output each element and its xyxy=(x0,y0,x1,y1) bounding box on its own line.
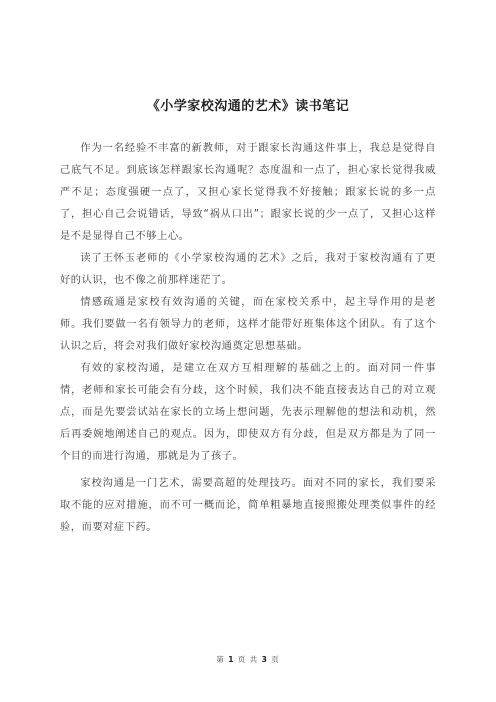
page-footer xyxy=(0,654,496,665)
document-title: 《小学家校沟通的艺术》读书笔记 xyxy=(146,99,350,114)
paragraph: 作为一名经验不丰富的新教师，对于跟家长沟通这件事上，我总是觉得自己底气不足。到底该怎样跟家长沟通呢？态度温和一点了，担心家长觉得我威严不足；态度强硬一点了，又担心家长觉得我不好接触；跟家长说的多一点了，担心自己会说错话，导致“祸从口出”；跟家长说的少一点了，又担心这样是不是显得自己不够上心。 xyxy=(60,143,436,242)
total-page-count: 3 xyxy=(261,655,268,664)
footer-prefix: 第 xyxy=(216,655,225,664)
footer-middle: 页 共 xyxy=(237,655,259,664)
paragraph: 情感疏通是家校有效沟通的关键，而在家校关系中，起主导作用的是老师。我们要做一名有领导力的老师，这样才能带好班集体这个团队。有了这个认识之后，将会对我们做好家校沟通奠定思想基础。 xyxy=(60,297,436,352)
paragraph: 家校沟通是一门艺术，需要高超的处理技巧。面对不同的家长，我们要采取不能的应对措施，而不可一概而论，简单粗暴地直接照搬处理类似事件的经验，而要对症下药。 xyxy=(60,478,436,533)
current-page-number: 1 xyxy=(228,655,235,664)
paragraph: 有效的家校沟通，是建立在双方互相理解的基础之上的。面对同一件事情，老师和家长可能会有分歧，这个时候，我们决不能直接表达自己的对立观点，而是先要尝试站在家长的立场上想问题，先表示理解他的想法和动机，然后再委婉地阐述自己的观点。因为，即使双方有分歧，但是双方都是为了同一个目的而进行沟通，那就是为了孩子。 xyxy=(60,363,436,462)
document-body xyxy=(60,138,436,539)
paragraph: 读了王怀玉老师的《小学家校沟通的艺术》之后，我对于家校沟通有了更好的认识，也不像之前那样迷茫了。 xyxy=(60,253,436,286)
footer-suffix: 页 xyxy=(271,655,280,664)
